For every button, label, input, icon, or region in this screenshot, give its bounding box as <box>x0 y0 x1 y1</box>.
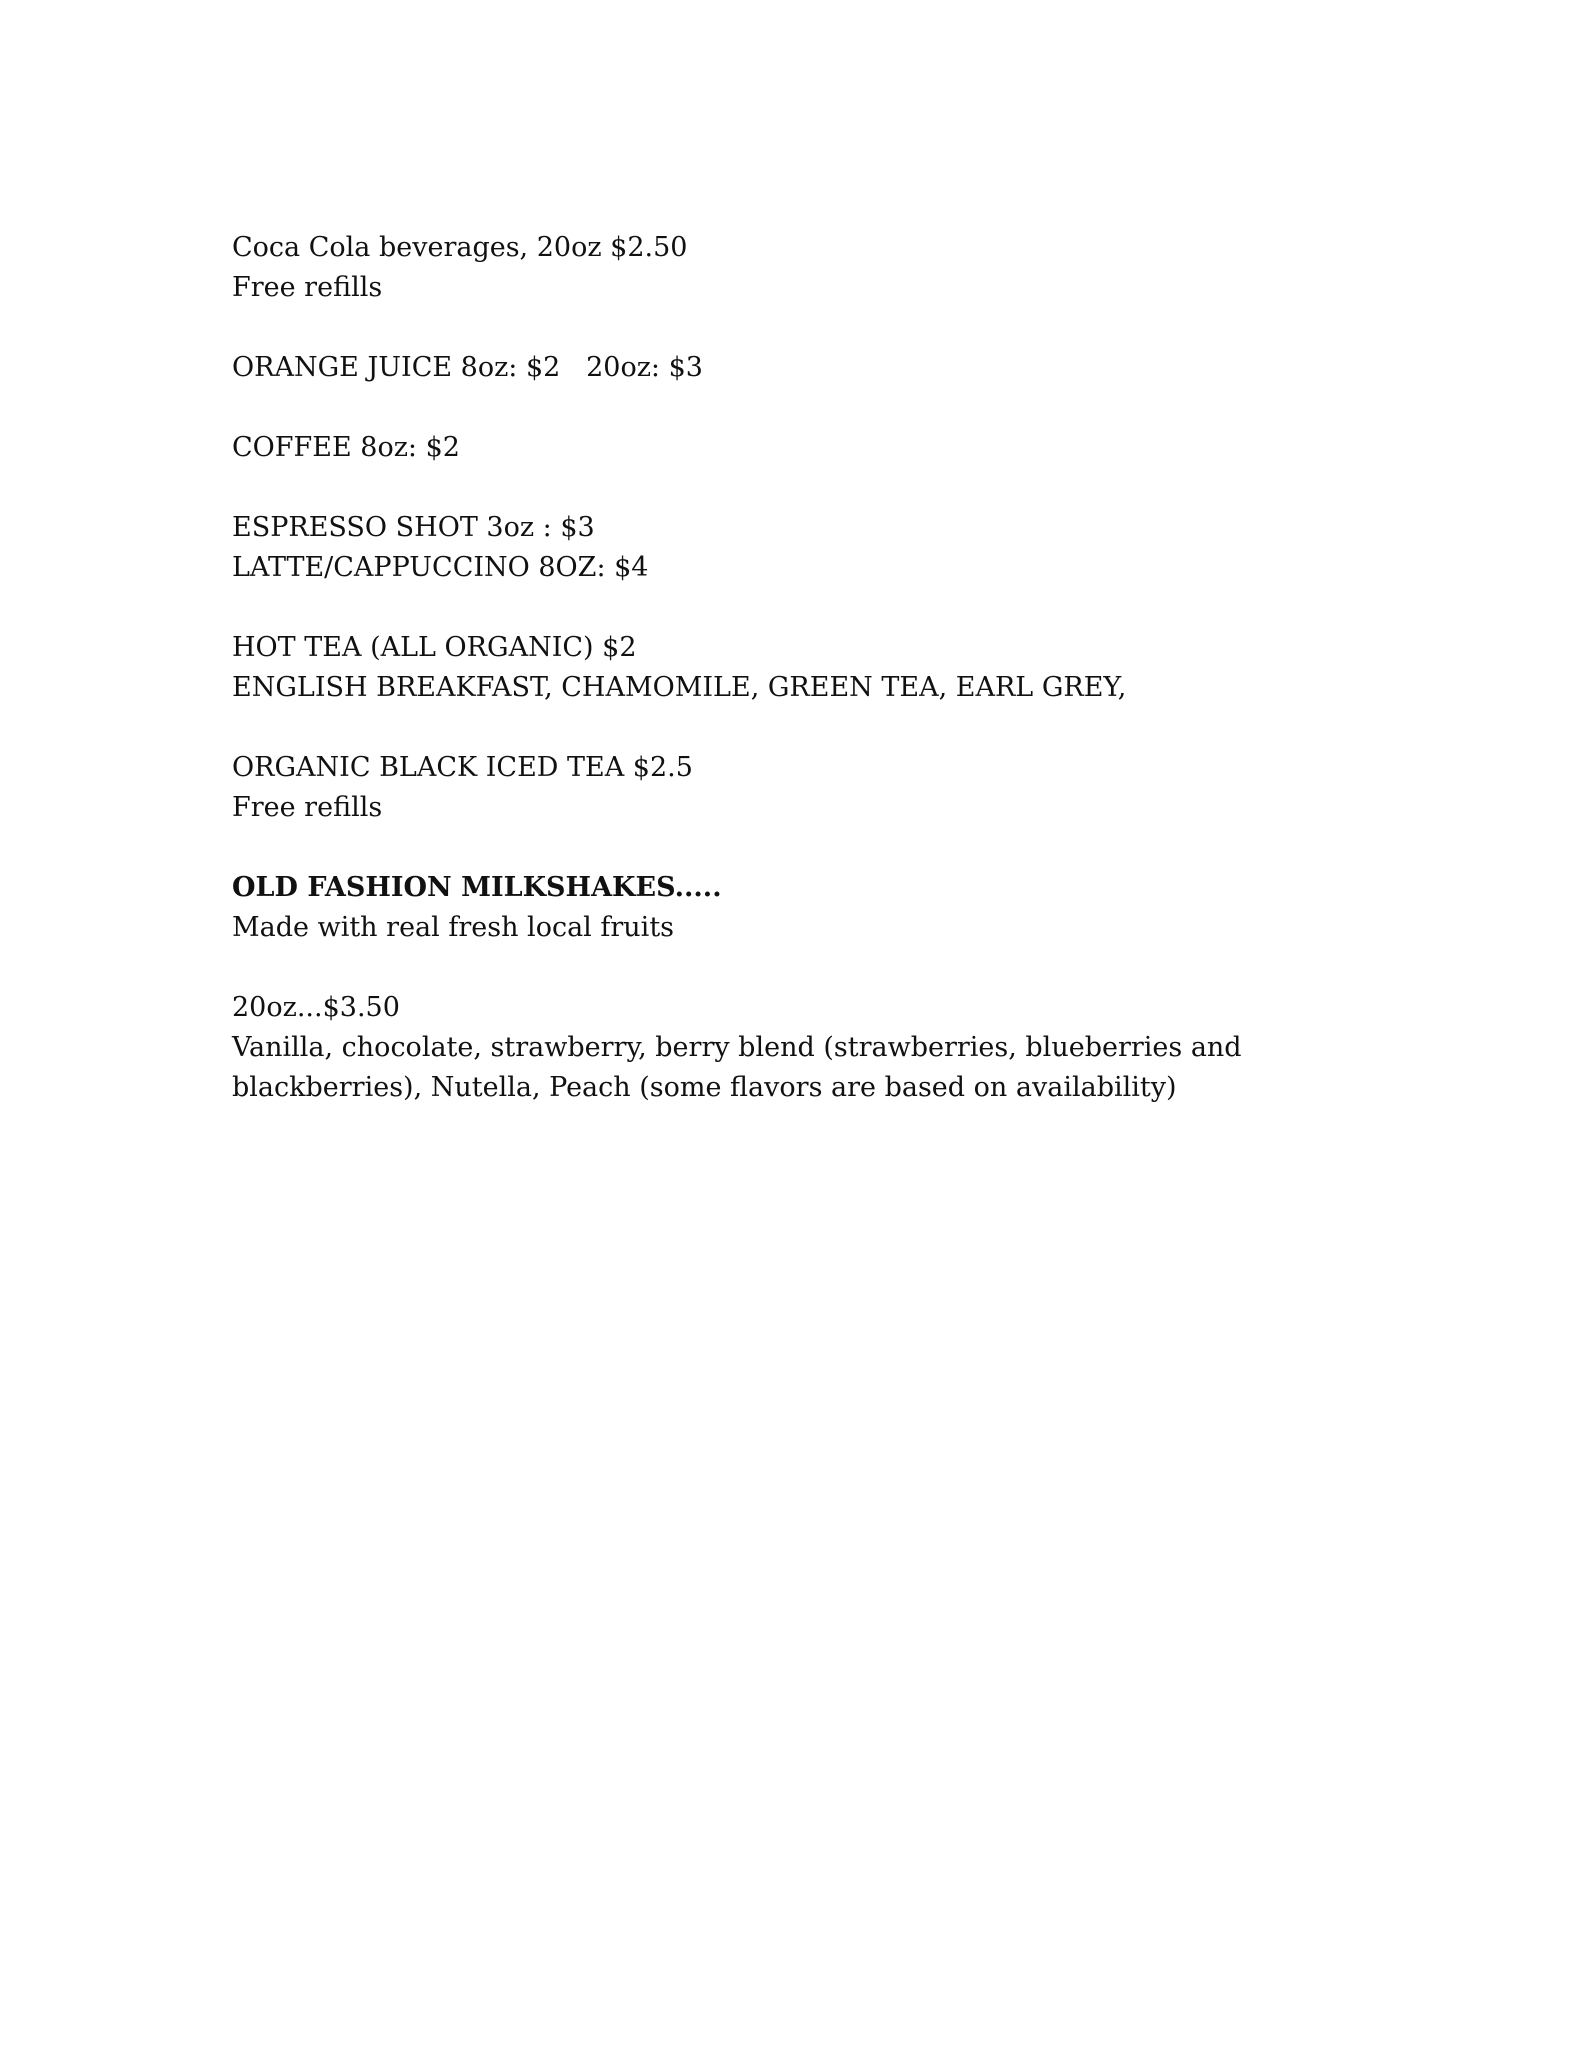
milkshakes-flavors-1: Vanilla, chocolate, strawberry, berry blend (strawberries, blueberries and <box>232 1032 1242 1063</box>
iced-tea-line: ORGANIC BLACK ICED TEA $2.5 <box>232 752 693 783</box>
spacer <box>232 708 1412 748</box>
spacer <box>232 588 1412 628</box>
milkshakes-price: 20oz...$3.50 <box>232 992 400 1023</box>
hot-tea-line: HOT TEA (ALL ORGANIC) $2 <box>232 632 637 663</box>
spacer <box>232 828 1412 868</box>
milkshakes-heading: OLD FASHION MILKSHAKES..... <box>232 872 722 903</box>
iced-tea-refills: Free refills <box>232 792 383 823</box>
milkshakes-subtitle: Made with real fresh local fruits <box>232 912 675 943</box>
latte-line: LATTE/CAPPUCCINO 8OZ: $4 <box>232 552 649 583</box>
coca-cola-line: Coca Cola beverages, 20oz $2.50 <box>232 232 688 263</box>
spacer <box>232 468 1412 508</box>
milkshakes-flavors-2: blackberries), Nutella, Peach (some flavors are based on availability) <box>232 1072 1177 1103</box>
spacer <box>232 308 1412 348</box>
spacer <box>232 948 1412 988</box>
coca-cola-refills: Free refills <box>232 272 383 303</box>
espresso-line: ESPRESSO SHOT 3oz : $3 <box>232 512 595 543</box>
beverage-menu <box>232 228 1412 1108</box>
orange-juice-line: ORANGE JUICE 8oz: $2 20oz: $3 <box>232 352 703 383</box>
spacer <box>232 388 1412 428</box>
hot-tea-varieties: ENGLISH BREAKFAST, CHAMOMILE, GREEN TEA, EARL GREY, <box>232 672 1127 703</box>
coffee-line: COFFEE 8oz: $2 <box>232 432 460 463</box>
